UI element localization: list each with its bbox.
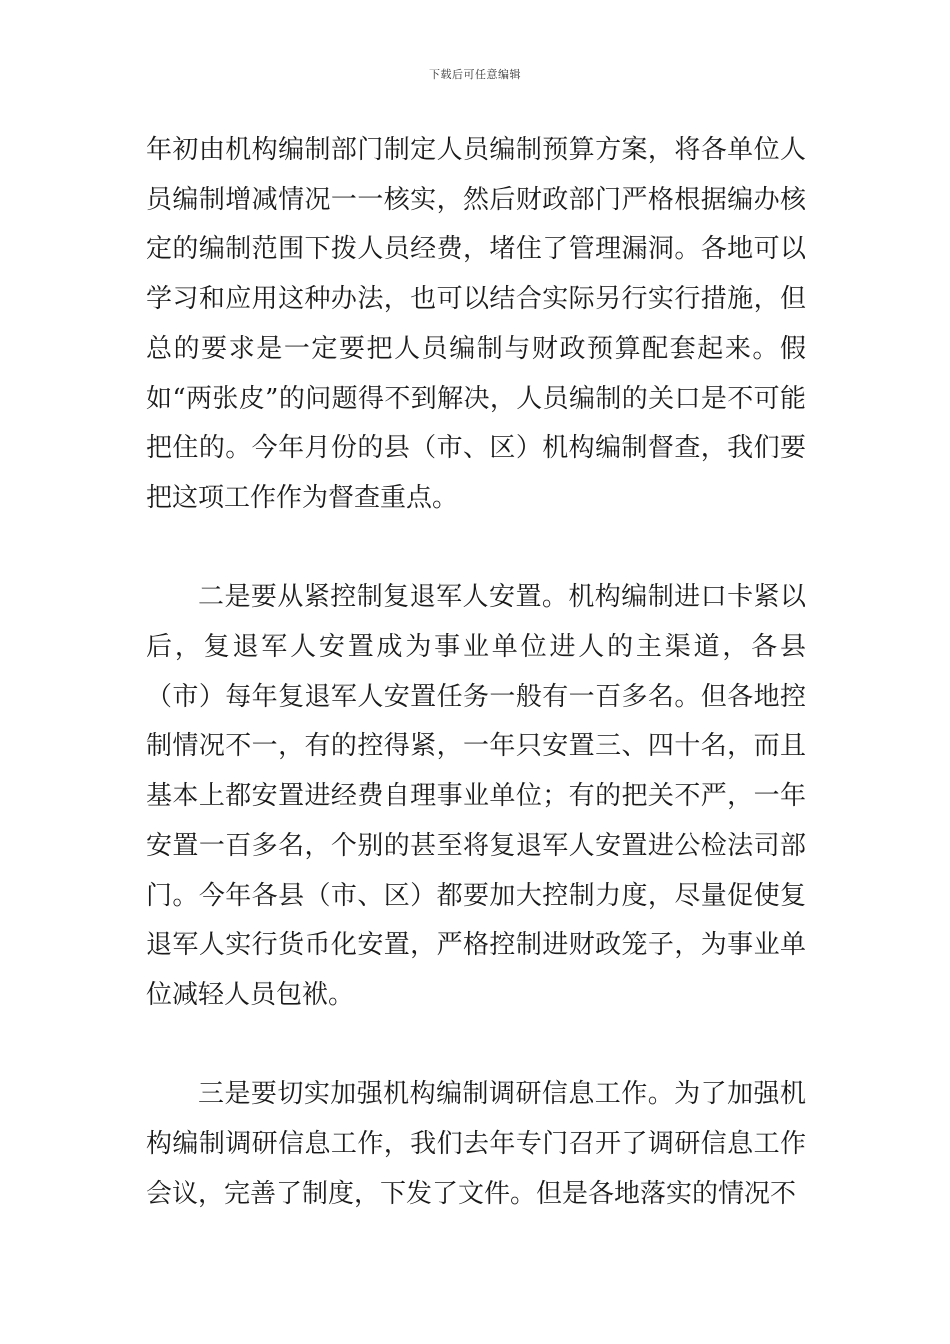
document-body (146, 126, 806, 1219)
paragraph-research-information: 三是要切实加强机构编制调研信息工作。为了加强机构编制调研信息工作，我们去年专门召开了调研信息工作会议，完善了制度，下发了文件。但是各地落实的情况不 (146, 1079, 806, 1209)
page-header-note: 下载后可任意编辑 (429, 68, 521, 81)
paragraph-continuation: 年初由机构编制部门制定人员编制预算方案，将各单位人员编制增减情况一一核实，然后财政部门严格根据编办核定的编制范围下拨人员经费，堵住了管理漏洞。各地可以学习和应用这种办法，也可以结合实际另行实行措施，但总的要求是一定要把人员编制与财政预算配套起来。假如“两张皮”的问题得不到解决，人员编制的关口是不可能把住的。今年月份的县（市、区）机构编制督查，我们要把这项工作作为督查重点。 (146, 135, 806, 513)
paragraph-veteran-placement: 二是要从紧控制复退军人安置。机构编制进口卡紧以后，复退军人安置成为事业单位进人的主渠道，各县（市）每年复退军人安置任务一般有一百多名。但各地控制情况不一，有的控得紧，一年只安置三、四十名，而且基本上都安置进经费自理事业单位；有的把关不严，一年安置一百多名，个别的甚至将复退军人安置进公检法司部门。今年各县（市、区）都要加大控制力度，尽量促使复退军人实行货币化安置，严格控制进财政笼子，为事业单位减轻人员包袱。 (146, 582, 806, 1010)
